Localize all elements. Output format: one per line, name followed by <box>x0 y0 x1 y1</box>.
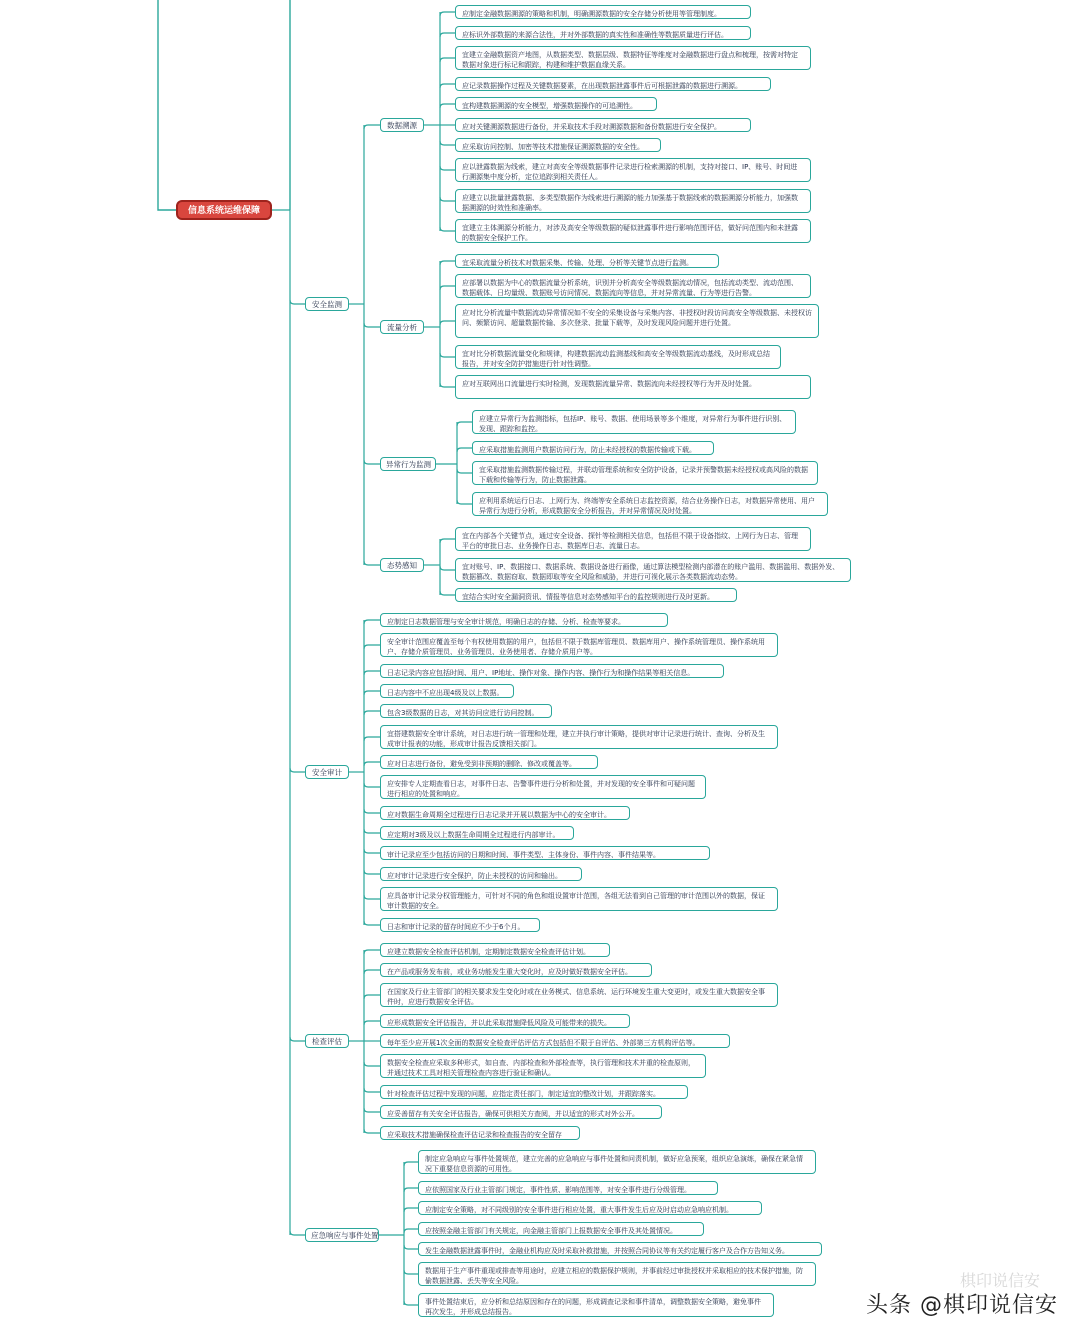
connector <box>404 1208 418 1212</box>
connector <box>290 300 305 304</box>
branch-yingji[interactable]: 应急响应与事件处置 <box>305 1228 379 1242</box>
connector <box>290 1231 305 1235</box>
connector <box>440 141 455 145</box>
leaf-jiancha[interactable]: 每年至少应开展1次全面的数据安全检查评估评估方式包括但不限于自评估、外部第三方机构评估等。 <box>380 1034 730 1048</box>
faded-watermark: 棋印说信安 <box>959 1271 1040 1290</box>
leaf-yingji[interactable]: 制定应急响应与事件处置规范，建立完善的应急响应与事件处置和问责机制，做好应急预案，组织应急演练，确保在紧急情况下重要信息资源的可用性。 <box>418 1150 816 1174</box>
leaf-jiancha[interactable]: 应妥善留存有关安全评估报告，确保可供相关方查阅，并以适宜的形式对外公开。 <box>380 1105 662 1119</box>
connector <box>440 58 455 62</box>
connector <box>440 104 455 108</box>
leaf-suyuan[interactable]: 宜建立主体溯源分析能力，对涉及高安全等级数据的疑似泄露事件进行影响范围评估，做好问范围内和未泄露的数据安全保护工作。 <box>455 219 811 243</box>
connector <box>440 383 455 387</box>
connector <box>364 737 380 741</box>
leaf-jiancha[interactable]: 在国家及行业主管部门的相关要求发生变化时或在业务模式、信息系统、运行环境发生重大变更时，或发生重大数据安全事件时，应进行数据安全评估。 <box>380 983 778 1007</box>
connector <box>440 286 455 290</box>
connector <box>440 261 455 265</box>
leaf-shenji[interactable]: 安全审计范围应覆盖至每个有权使用数据的用户，包括但不限于数据库管理员、数据库用户、操作系统管理员、操作系统用户、存储介质管理员、业务管理员、业务使用者、存储介质用户等。 <box>380 633 778 657</box>
leaf-yingji[interactable]: 发生金融数据泄露事件时，金融业机构应及时采取补救措施，并按照合同协议等有关约定履行客户及合作方告知义务。 <box>418 1242 822 1256</box>
leaf-shenji[interactable]: 日志记录内容应包括时间、用户、IP地址、操作对象、操作内容、操作行为和操作结果等相关信息。 <box>380 664 724 678</box>
leaf-jiancha[interactable]: 应形成数据安全评估报告，并以此采取措施降低风险及可能带来的损失。 <box>380 1014 630 1028</box>
branch-jiancha[interactable]: 检查评估 <box>305 1034 349 1048</box>
branch-shenji[interactable]: 安全审计 <box>305 765 349 779</box>
leaf-liuliang[interactable]: 宜采取流量分析技术对数据采集、传输、处理、分析等关键节点进行监测。 <box>455 254 719 268</box>
connector <box>404 1162 418 1166</box>
root-node[interactable]: 信息系统运维保障 <box>176 200 272 220</box>
leaf-suyuan[interactable]: 宜建立金融数据资产地图，从数据类型、数据层级、数据特征等维度对金融数据进行盘点和梳理，按需对特定数据对象进行标记和跟踪，构建和维护数据血缘关系。 <box>455 46 811 70</box>
connector <box>364 1088 380 1092</box>
leaf-suyuan[interactable]: 宜构建数据溯源的安全模型，增强数据操作的可追溯性。 <box>455 97 657 111</box>
leaf-liuliang[interactable]: 应部署以数据为中心的数据流量分析系统，识别并分析高安全等级数据流动情况，包括流动类型、流动范围、数据载体、日均量级、数据账号访问情况、数据流向等信息，并对异常流量、行为等进行告警。 <box>455 274 811 298</box>
connector <box>440 539 455 543</box>
connector <box>440 166 455 170</box>
leaf-suyuan[interactable]: 应以泄露数据为线索，建立对高安全等级数据事件记录进行检索溯源的机制，支持对接口、IP、账号、时间进行溯源集中度分析，定位追踪到相关责任人。 <box>455 158 811 182</box>
leaf-suyuan[interactable]: 应对关键溯源数据进行备份，并采取技术手段对溯源数据和备份数据进行安全保护。 <box>455 118 751 132</box>
connector <box>290 1037 305 1041</box>
subbranch-yichang[interactable]: 异常行为监测 <box>380 457 436 471</box>
connector <box>457 422 472 426</box>
leaf-shenji[interactable]: 应对审计记录进行安全保护，防止未授权的访问和输出。 <box>380 867 582 881</box>
leaf-shenji[interactable]: 应具备审计记录分权管理能力，可针对不同的角色和组设置审计范围，各组无法看到自己管理的审计范围以外的数据，保证审计数据的安全。 <box>380 887 778 911</box>
leaf-yingji[interactable]: 事件处置结束后，应分析和总结原因和存在的问题，形成调查记录和事件清单，调整数据安全策略，避免事件再次发生，并形成总结报告。 <box>418 1293 774 1317</box>
connector <box>364 970 380 974</box>
leaf-shenji[interactable]: 宜搭建数据安全审计系统，对日志进行统一管理和处理，建立并执行审计策略，提供对审计记录进行统计、查询、分析及生成审计报表的功能，形成审计报告反馈相关部门。 <box>380 725 778 749</box>
leaf-taishi[interactable]: 宜对账号、IP、数据接口、数据系统、数据设备进行画像，通过算法模型检测内部潜在的账户滥用、数据滥用、数据外发、数据篡改、数据窃取、数据即取等安全风险和威胁，并进行可视化展示各类数据流动态势。 <box>455 558 851 582</box>
connector <box>457 469 472 473</box>
connector <box>364 809 380 813</box>
leaf-taishi[interactable]: 宜结合实时安全漏洞资讯、情报等信息对态势感知平台的监控规则进行及时更新。 <box>455 588 737 602</box>
connector <box>364 849 380 853</box>
leaf-shenji[interactable]: 应定期对3级及以上数据生命周期全过程进行内部审计。 <box>380 826 574 840</box>
leaf-taishi[interactable]: 宜在内部各个关键节点，通过安全设备、探针等检测相关信息，包括但不限于设备指纹、上网行为日志、管理平台的审批日志、业务操作日志、数据库日志、流量日志。 <box>455 527 811 551</box>
connector <box>364 950 380 954</box>
branch-anquan[interactable]: 安全监测 <box>305 297 349 311</box>
connector <box>457 448 472 452</box>
leaf-shenji[interactable]: 日志和审计记录的留存时间应不少于6个月。 <box>380 918 540 932</box>
leaf-suyuan[interactable]: 应记录数据操作过程及关键数据要素，在出现数据泄露事件后可根据泄露的数据进行溯源。 <box>455 77 771 91</box>
connector <box>440 591 455 595</box>
connector <box>364 460 380 464</box>
connector <box>440 566 455 570</box>
connector <box>364 125 380 129</box>
leaf-shenji[interactable]: 审计记录应至少包括访问的日期和时间、事件类型、主体身份、事件内容、事件结果等。 <box>380 846 710 860</box>
leaf-liuliang[interactable]: 应对比分析流量中数据流动异常情况如不安全的采集设备与采集内容、非授权时段访问高安全等级数据、未授权访问、频繁访问、超量数据传输、多次登录、批量下载等，及时发现风险问题并进行处置。 <box>455 304 819 338</box>
leaf-jiancha[interactable]: 应建立数据安全检查评估机制，定期制定数据安全检查评估计划。 <box>380 943 610 957</box>
connector <box>364 645 380 649</box>
leaf-shenji[interactable]: 应安排专人定期查看日志，对事件日志、告警事件进行分析和处置，并对发现的安全事件和可疑问题进行相应的处置和响应。 <box>380 775 706 799</box>
connector <box>364 870 380 874</box>
connector <box>364 829 380 833</box>
subbranch-liuliang[interactable]: 流量分析 <box>380 320 424 334</box>
leaf-yingji[interactable]: 数据用于生产事件重现或排查等用途时，应建立相应的数据保护规则，并事前经过审批授权并采取相应的技术保护措施，防偷数据泄露、丢失等安全风险。 <box>418 1262 816 1286</box>
leaf-yichang[interactable]: 应建立异常行为监测指标，包括IP、账号、数据、使用场景等多个维度，对异常行为事件进行识别、发现、跟踪和监控。 <box>472 410 796 434</box>
subbranch-suyuan[interactable]: 数据溯源 <box>380 118 424 132</box>
connector <box>404 1270 418 1274</box>
connector <box>364 691 380 695</box>
leaf-suyuan[interactable]: 应标识外部数据的来源合法性，并对外部数据的真实性和准确性等数据质量进行评估。 <box>455 26 751 40</box>
connector <box>404 1245 418 1249</box>
connector <box>364 895 380 899</box>
leaf-liuliang[interactable]: 应对互联网出口流量进行实时检测，发现数据流量异常、数据流向未经授权等行为并及时处置。 <box>455 375 811 399</box>
connector <box>364 762 380 766</box>
subbranch-taishi[interactable]: 态势感知 <box>380 558 424 572</box>
leaf-yingji[interactable]: 应按照金融主管部门有关规定，向金融主管部门上报数据安全事件及其处置情况。 <box>418 1222 704 1236</box>
leaf-yingji[interactable]: 应制定安全策略，对不同级别的安全事件进行相应处置，重大事件发生后应及时启动应急响应机制。 <box>418 1201 762 1215</box>
connector <box>440 197 455 201</box>
leaf-shenji[interactable]: 应对日志进行备份，避免受到非预期的删除、修改或覆盖等。 <box>380 755 598 769</box>
leaf-shenji[interactable]: 日志内容中不应出现4级及以上数据。 <box>380 684 514 698</box>
connector <box>364 995 380 999</box>
leaf-yichang[interactable]: 宜采取措施监测数据传输过程，并联动管理系统和安全防护设备，记录并预警数据未经授权或高风险的数据下载和传输等行为，防止数据泄露。 <box>472 461 818 485</box>
leaf-jiancha[interactable]: 应采取技术措施确保检查评估记录和检查报告的安全留存 <box>380 1126 580 1140</box>
connector <box>404 1229 418 1233</box>
leaf-jiancha[interactable]: 针对检查评估过程中发现的问题，应指定责任部门，制定适宜的整改计划，并跟踪落实。 <box>380 1085 688 1099</box>
leaf-shenji[interactable]: 应制定日志数据管理与安全审计规范，明确日志的存储、分析、检查等要求。 <box>380 613 668 627</box>
leaf-liuliang[interactable]: 宜对比分析数据流量变化和规律，构建数据流动监测基线和高安全等级数据流动基线，及时形成总结报告，并对安全防护措施进行针对性调整。 <box>455 345 781 369</box>
connector <box>440 227 455 231</box>
connector <box>364 783 380 787</box>
leaf-jiancha[interactable]: 在产品或服务发布前，或业务功能发生重大变化时，应及时做好数据安全评估。 <box>380 963 652 977</box>
connector <box>440 321 455 325</box>
connector <box>404 1301 418 1305</box>
connector <box>364 561 380 565</box>
connector <box>364 671 380 675</box>
connector <box>158 0 176 210</box>
leaf-shenji[interactable]: 包含3级数据的日志，对其访问应进行访问控制。 <box>380 704 552 718</box>
connector <box>440 84 455 88</box>
connector <box>364 711 380 715</box>
leaf-jiancha[interactable]: 数据安全检查应采取多种形式，如自查、内部检查和外部检查等，执行管理和技术并重的检查原则，并通过技术工具对相关管理检查内容进行验证和确认。 <box>380 1054 706 1078</box>
connector <box>364 620 380 624</box>
connector <box>364 921 380 925</box>
leaf-suyuan[interactable]: 应制定金融数据溯源的策略和机制，明确溯源数据的安全存储分析使用等管理制度。 <box>455 5 751 19</box>
connector <box>290 768 305 772</box>
connector <box>404 1188 418 1192</box>
connector <box>440 353 455 357</box>
connector <box>364 1129 380 1133</box>
toutiao-watermark: 头条 @棋印说信安 <box>866 1293 1058 1318</box>
connector <box>364 1108 380 1112</box>
leaf-yichang[interactable]: 应利用系统运行日志、上网行为、终端等安全系统日志监控资源，结合业务操作日志，对数据异常使用、用户异常行为进行分析，形成数据安全分析报告，并对异常情况及时处置。 <box>472 492 828 516</box>
leaf-suyuan[interactable]: 应采取访问控制、加密等技术措施保证溯源数据的安全性。 <box>455 138 661 152</box>
leaf-yingji[interactable]: 应依照国家及行业主管部门规定，事件性质、影响范围等，对安全事件进行分级管理。 <box>418 1181 718 1195</box>
leaf-yichang[interactable]: 应采取措施监测用户数据访问行为，防止未经授权的数据传输或下载。 <box>472 441 714 455</box>
connector <box>440 33 455 37</box>
connector <box>364 1021 380 1025</box>
connector <box>364 1062 380 1066</box>
leaf-shenji[interactable]: 应对数据生命周期全过程进行日志记录并开展以数据为中心的安全审计。 <box>380 806 630 820</box>
connector <box>440 12 455 16</box>
connector <box>364 323 380 327</box>
connector <box>457 500 472 504</box>
leaf-suyuan[interactable]: 应建立以批量泄露数据、多类型数据作为线索进行溯源的能力加强基于数据线索的数据溯源分析能力，加强数据溯源的时效性和准确率。 <box>455 189 811 213</box>
